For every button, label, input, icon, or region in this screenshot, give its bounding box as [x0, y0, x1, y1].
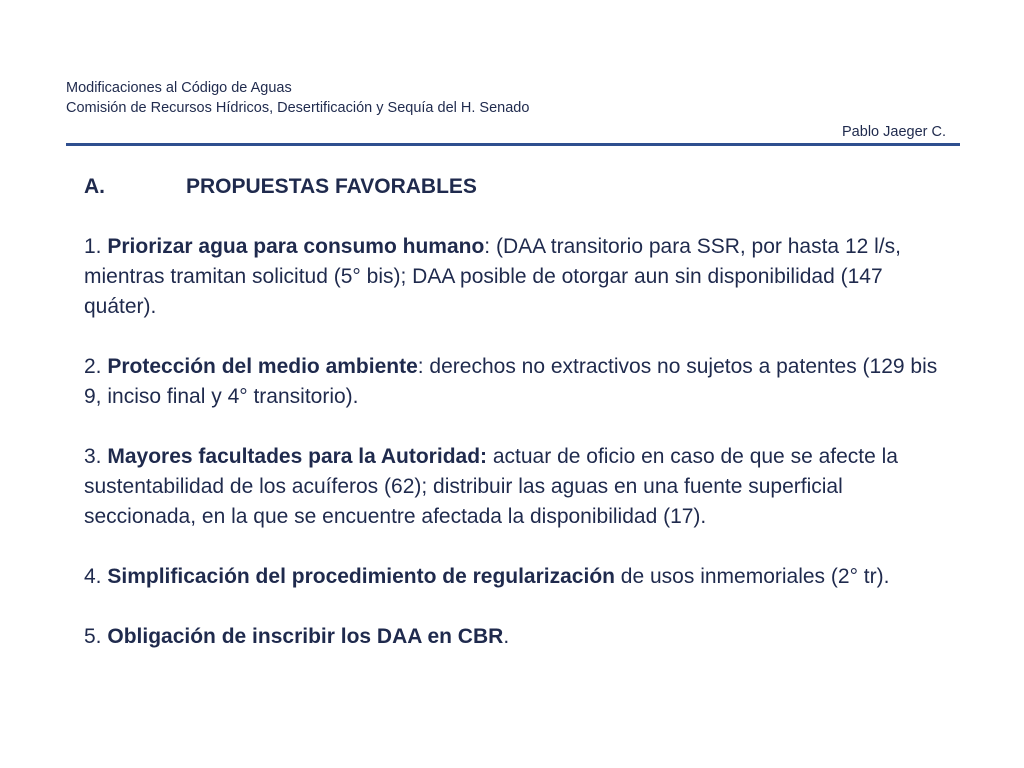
item-number: 3.: [84, 445, 108, 468]
item-number: 5.: [84, 625, 108, 648]
list-item: [84, 562, 954, 592]
item-text: .: [503, 625, 510, 648]
item-bold-text: Simplificación del procedimiento de regularización: [107, 565, 615, 588]
header-subtitle-line: Comisión de Recursos Hídricos, Desertificación y Sequía del H. Senado: [66, 100, 530, 116]
item-text: de usos inmemoriales (2° tr).: [614, 565, 890, 588]
section-letter: A.: [84, 175, 105, 198]
item-bold-text: Obligación de inscribir los DAA en CBR: [107, 625, 504, 648]
item-number: 4.: [84, 565, 108, 588]
item-bold-text: Mayores facultades para la Autoridad:: [107, 445, 488, 468]
list-item: [84, 232, 954, 322]
item-text: : derechos no extractivos no sujetos a patentes (129 bis 9, inciso final y 4° transitorio).: [84, 355, 938, 408]
list-item: [84, 622, 954, 652]
item-text: : (DAA transitorio para SSR, por hasta 12 l/s, mientras tramitan solicitud (5° bis); DAA posible de otorgar aun sin disponibilidad (147 quáter).: [84, 235, 901, 318]
item-number: 2.: [84, 355, 108, 378]
item-text: actuar de oficio en caso de que se afecte la sustentabilidad de los acuíferos (62); distribuir las aguas en una fuente superficial seccionada, en la que se encuentre afectada la disponibilidad (17).: [84, 445, 898, 528]
section-title: PROPUESTAS FAVORABLES: [186, 175, 477, 198]
slide-header: [66, 78, 529, 118]
list-item: [84, 352, 954, 412]
slide-body: [84, 172, 954, 652]
section-heading: [84, 172, 954, 202]
list-item: [84, 442, 954, 532]
item-bold-text: Priorizar agua para consumo humano: [107, 235, 485, 258]
header-title-line: Modificaciones al Código de Aguas: [66, 80, 292, 96]
item-bold-text: Protección del medio ambiente: [107, 355, 418, 378]
item-number: 1.: [84, 235, 108, 258]
header-divider: [66, 143, 960, 146]
author-name: Pablo Jaeger C.: [842, 124, 946, 140]
